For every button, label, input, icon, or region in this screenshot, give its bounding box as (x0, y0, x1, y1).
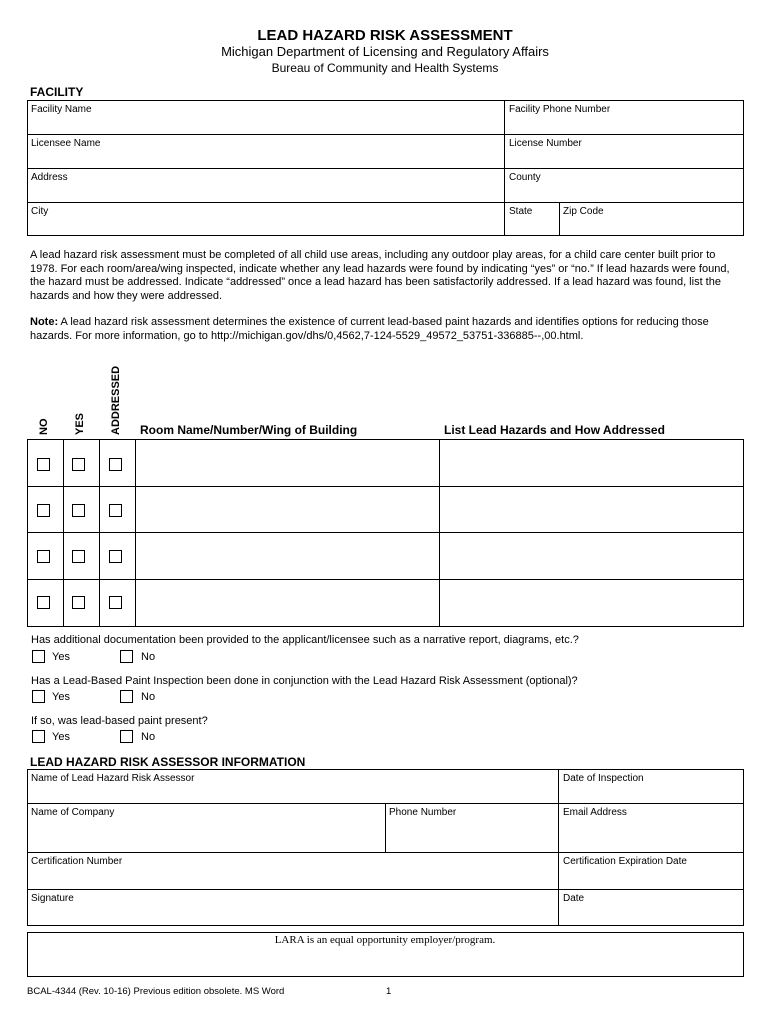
instructions-paragraph: A lead hazard risk assessment must be completed of all child use areas, including any outdoor play areas, for a child care center built prior to 1978. For each room/area/wing inspected, indicate whether any lead hazards were found by indicating “yes” or “no.” If lead hazards were found, the hazard must be addressed. Indicate “addressed” once a lead hazard has been satisfactorily addressed. If a lead hazard was found, list the hazards and how they were addressed. (30, 249, 730, 302)
bureau-name: Bureau of Community and Health Systems (271, 61, 499, 75)
inspection-no-label: No (141, 691, 156, 703)
address-field[interactable]: Address (31, 172, 68, 183)
row4-hazards-field[interactable] (441, 581, 741, 625)
assessor-name-field[interactable]: Name of Lead Hazard Risk Assessor (31, 773, 195, 784)
company-name-field[interactable]: Name of Company (31, 807, 115, 818)
row4-room-field[interactable] (137, 581, 437, 625)
page-number: 1 (386, 986, 392, 997)
signature-date-field[interactable]: Date (563, 893, 585, 904)
certification-number-field[interactable]: Certification Number (31, 856, 123, 867)
row3-addressed-checkbox[interactable] (109, 550, 122, 563)
row3-hazards-field[interactable] (441, 534, 741, 577)
question-inspection: Has a Lead-Based Paint Inspection been done in conjunction with the Lead Hazard Risk Assessment (optional)? (31, 675, 578, 687)
row1-room-field[interactable] (137, 441, 437, 484)
documentation-no-checkbox[interactable] (120, 650, 133, 663)
documentation-yes-label: Yes (52, 651, 70, 663)
col-addressed-header: ADDRESSED (110, 365, 122, 435)
col-no-header: NO (38, 418, 50, 435)
documentation-yes-checkbox[interactable] (32, 650, 45, 663)
paint-present-yes-label: Yes (52, 731, 70, 743)
certification-expiration-field[interactable]: Certification Expiration Date (563, 856, 687, 867)
state-field[interactable]: State (509, 206, 533, 217)
question-paint-present: If so, was lead-based paint present? (31, 715, 208, 727)
facility-phone-field[interactable]: Facility Phone Number (509, 104, 611, 115)
inspection-date-field[interactable]: Date of Inspection (563, 773, 644, 784)
assessor-phone-field[interactable]: Phone Number (389, 807, 457, 818)
col-hazards-header: List Lead Hazards and How Addressed (444, 423, 665, 437)
row4-yes-checkbox[interactable] (72, 596, 85, 609)
row2-no-checkbox[interactable] (37, 504, 50, 517)
row3-room-field[interactable] (137, 534, 437, 577)
row1-hazards-field[interactable] (441, 441, 741, 484)
documentation-no-label: No (141, 651, 156, 663)
row3-yes-checkbox[interactable] (72, 550, 85, 563)
page-title: LEAD HAZARD RISK ASSESSMENT (257, 27, 513, 44)
col-yes-header: YES (74, 412, 86, 435)
row2-hazards-field[interactable] (441, 488, 741, 530)
instructions-note (30, 316, 742, 343)
row1-yes-checkbox[interactable] (72, 458, 85, 471)
city-field[interactable]: City (31, 206, 49, 217)
row1-no-checkbox[interactable] (37, 458, 50, 471)
paint-present-no-checkbox[interactable] (120, 730, 133, 743)
row4-addressed-checkbox[interactable] (109, 596, 122, 609)
facility-section-title: FACILITY (30, 85, 84, 99)
facility-name-field[interactable]: Facility Name (31, 104, 92, 115)
signature-field[interactable]: Signature (31, 893, 74, 904)
question-documentation: Has additional documentation been provided to the applicant/licensee such as a narrative report, diagrams, etc.? (31, 634, 579, 646)
email-field[interactable]: Email Address (563, 807, 627, 818)
license-number-field[interactable]: License Number (509, 138, 582, 149)
paint-present-yes-checkbox[interactable] (32, 730, 45, 743)
assessor-section-title: LEAD HAZARD RISK ASSESSOR INFORMATION (30, 755, 306, 769)
row2-yes-checkbox[interactable] (72, 504, 85, 517)
department-name: Michigan Department of Licensing and Regulatory Affairs (221, 44, 549, 59)
note-label: Note: (30, 316, 59, 328)
row4-no-checkbox[interactable] (37, 596, 50, 609)
row2-room-field[interactable] (137, 488, 437, 530)
col-room-header: Room Name/Number/Wing of Building (140, 423, 358, 437)
county-field[interactable]: County (509, 172, 541, 183)
form-identifier: BCAL-4344 (Rev. 10-16) Previous edition obsolete. MS Word (27, 986, 285, 997)
inspection-no-checkbox[interactable] (120, 690, 133, 703)
row1-addressed-checkbox[interactable] (109, 458, 122, 471)
licensee-name-field[interactable]: Licensee Name (31, 138, 101, 149)
inspection-yes-checkbox[interactable] (32, 690, 45, 703)
row3-no-checkbox[interactable] (37, 550, 50, 563)
row2-addressed-checkbox[interactable] (109, 504, 122, 517)
eeo-statement: LARA is an equal opportunity employer/program. (274, 934, 496, 946)
paint-present-no-label: No (141, 731, 156, 743)
zip-code-field[interactable]: Zip Code (563, 206, 604, 217)
note-text: A lead hazard risk assessment determines the existence of current lead-based paint hazards and identifies options for reducing those hazards. For more information, go to http://michigan.gov/dhs/0,4562,7-124-5529_49572_53751-336885--,00.html. (30, 316, 709, 342)
inspection-yes-label: Yes (52, 691, 70, 703)
